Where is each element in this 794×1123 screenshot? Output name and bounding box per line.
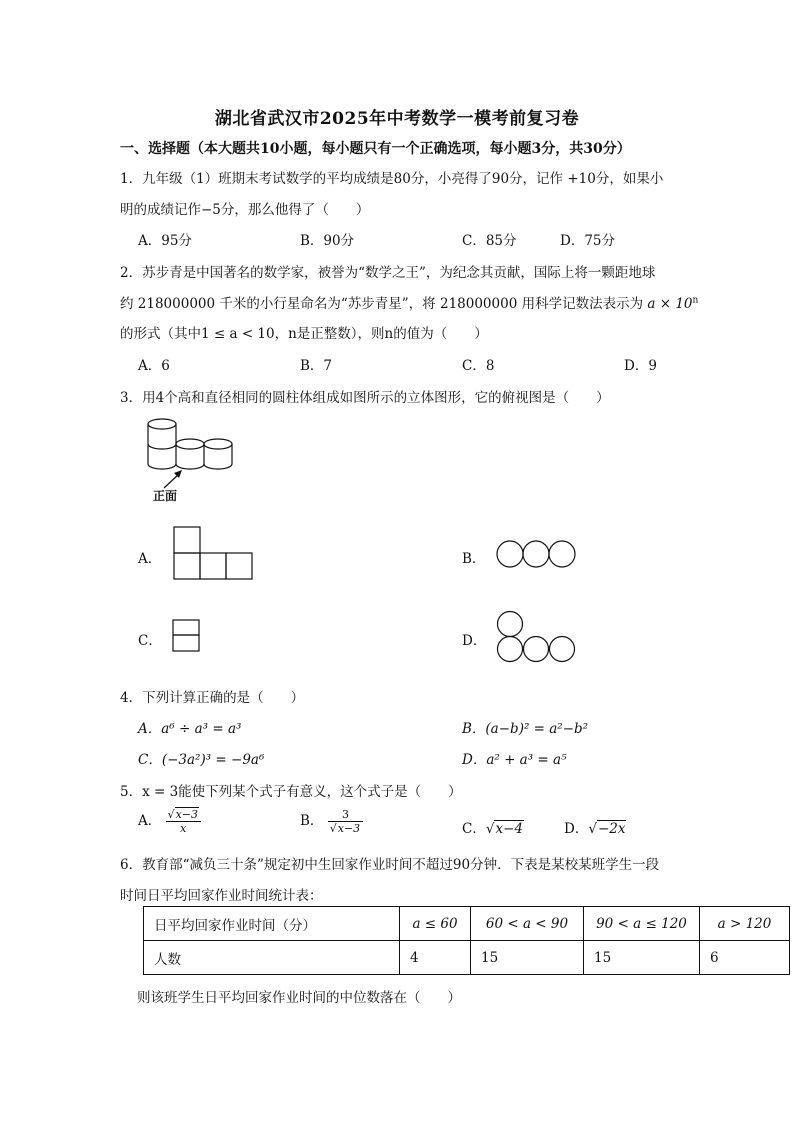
table-cell: 6 (700, 941, 790, 975)
section-heading: 一、选择题（本大题共10小题，每小题只有一个正确选项，每小题3分，共30分） (120, 141, 631, 157)
q6-line3: 则该班学生日平均回家作业时间的中位数落在（ ） (137, 990, 461, 1006)
q5-option-a-denominator: x (180, 822, 187, 835)
table-row (144, 941, 790, 975)
q5-option-c-label: C． (462, 821, 486, 837)
q5-option-b-fraction: $\frac{3}{√x-3}$ (328, 808, 363, 835)
q4-option-a: A．a⁶ ÷ a³ = a³ (138, 721, 242, 737)
table-header-cell: a ≤ 60 (400, 907, 471, 941)
q4-option-c: C．(−3a²)³ = −9a⁶ (138, 752, 265, 768)
q6-line2: 时间日平均回家作业时间统计表： (120, 888, 323, 904)
q5-option-a (138, 808, 201, 835)
option-d-circles-figure (497, 611, 577, 663)
q2-option-c: C．8 (462, 358, 495, 374)
table-cell: 人数 (144, 941, 400, 975)
exam-title: 湖北省武汉市2025年中考数学一模考前复习卷 (214, 109, 580, 129)
q1-option-a: A．95分 (138, 233, 192, 249)
q3-line1: 3．用4个高和直径相同的圆柱体组成如图所示的立体图形，它的俯视图是（ ） (120, 390, 610, 406)
q2-option-d: D．9 (624, 358, 657, 374)
figure-label-front: 正面 (153, 489, 178, 503)
q2-line2-math: a × 10 (647, 296, 693, 312)
q5-option-d-label: D． (564, 821, 589, 837)
table-header-cell: 90 < a ≤ 120 (584, 907, 700, 941)
table-header-cell: 60 < a < 90 (471, 907, 584, 941)
q1-option-c: C．85分 (462, 233, 517, 249)
q3-option-c-label: C． (138, 633, 162, 649)
q5-option-a-fraction: $\frac{√x-3}{x}$ (166, 808, 201, 835)
table-header-cell: a > 120 (700, 907, 790, 941)
q4-line1: 4．下列计算正确的是（ ） (120, 690, 305, 706)
q2-line2 (120, 292, 698, 312)
table-cell: 4 (400, 941, 471, 975)
q5-line1: 5．x = 3能使下列某个式子有意义，这个式子是（ ） (120, 784, 462, 800)
q1-line1: 1．九年级（1）班期末考试数学的平均成绩是80分，小亮得了90分，记作 +10分，如果小 (120, 171, 664, 187)
option-b-circles-figure (497, 540, 577, 568)
option-a-squares-figure (174, 527, 254, 581)
q2-line2-text: 约 218000000 千米的小行星命名为“苏步青星”，将 218000000 用科学记数法表示为 (120, 296, 644, 312)
q5-option-b-denominator: x−3 (337, 822, 361, 835)
q1-line2: 明的成绩记作−5分，那么他得了（ ） (120, 202, 370, 218)
q5-option-a-label: A． (138, 813, 162, 829)
q5-option-b-label: B． (300, 813, 324, 829)
q2-line1: 2．苏步青是中国著名的数学家，被誉为“数学之王”，为纪念其贡献，国际上将一颗距地球 (120, 265, 656, 281)
q1-option-b: B．90分 (300, 233, 355, 249)
table-header-cell: 日平均回家作业时间（分） (144, 907, 400, 941)
q3-option-a-label: A． (138, 551, 162, 567)
q2-option-b: B．7 (300, 358, 333, 374)
q2-line3: 的形式（其中1 ≤ a < 10，n是正整数），则n的值为（ ） (120, 326, 488, 342)
q3-option-b-label: B． (462, 551, 486, 567)
q5-option-c-expr: x−4 (495, 821, 523, 837)
table-cell: 15 (584, 941, 700, 975)
q5-option-c: C．√x−4 (462, 821, 523, 837)
q5-option-d-expr: −2x (597, 821, 626, 837)
q4-option-d: D．a² + a³ = a⁵ (462, 752, 567, 768)
q6-line1: 6．教育部“减负三十条”规定初中生回家作业时间不超过90分钟．下表是某校某班学生一段 (120, 857, 660, 873)
q5-option-b (300, 808, 363, 835)
q2-option-a: A．6 (138, 358, 170, 374)
q5-option-b-numerator: 3 (328, 808, 363, 822)
table-cell: 15 (471, 941, 584, 975)
homework-time-table (143, 906, 790, 975)
q1-option-d: D．75分 (560, 233, 616, 249)
q5-option-a-numerator: x−3 (175, 808, 198, 821)
q3-option-d-label: D． (462, 633, 487, 649)
q2-line2-sup: n (692, 295, 699, 306)
q4-option-b: B．(a−b)² = a²−b² (462, 721, 589, 737)
option-c-squares-figure (173, 620, 201, 652)
q5-option-d: D．√−2x (564, 821, 626, 837)
table-header-row (144, 907, 790, 941)
